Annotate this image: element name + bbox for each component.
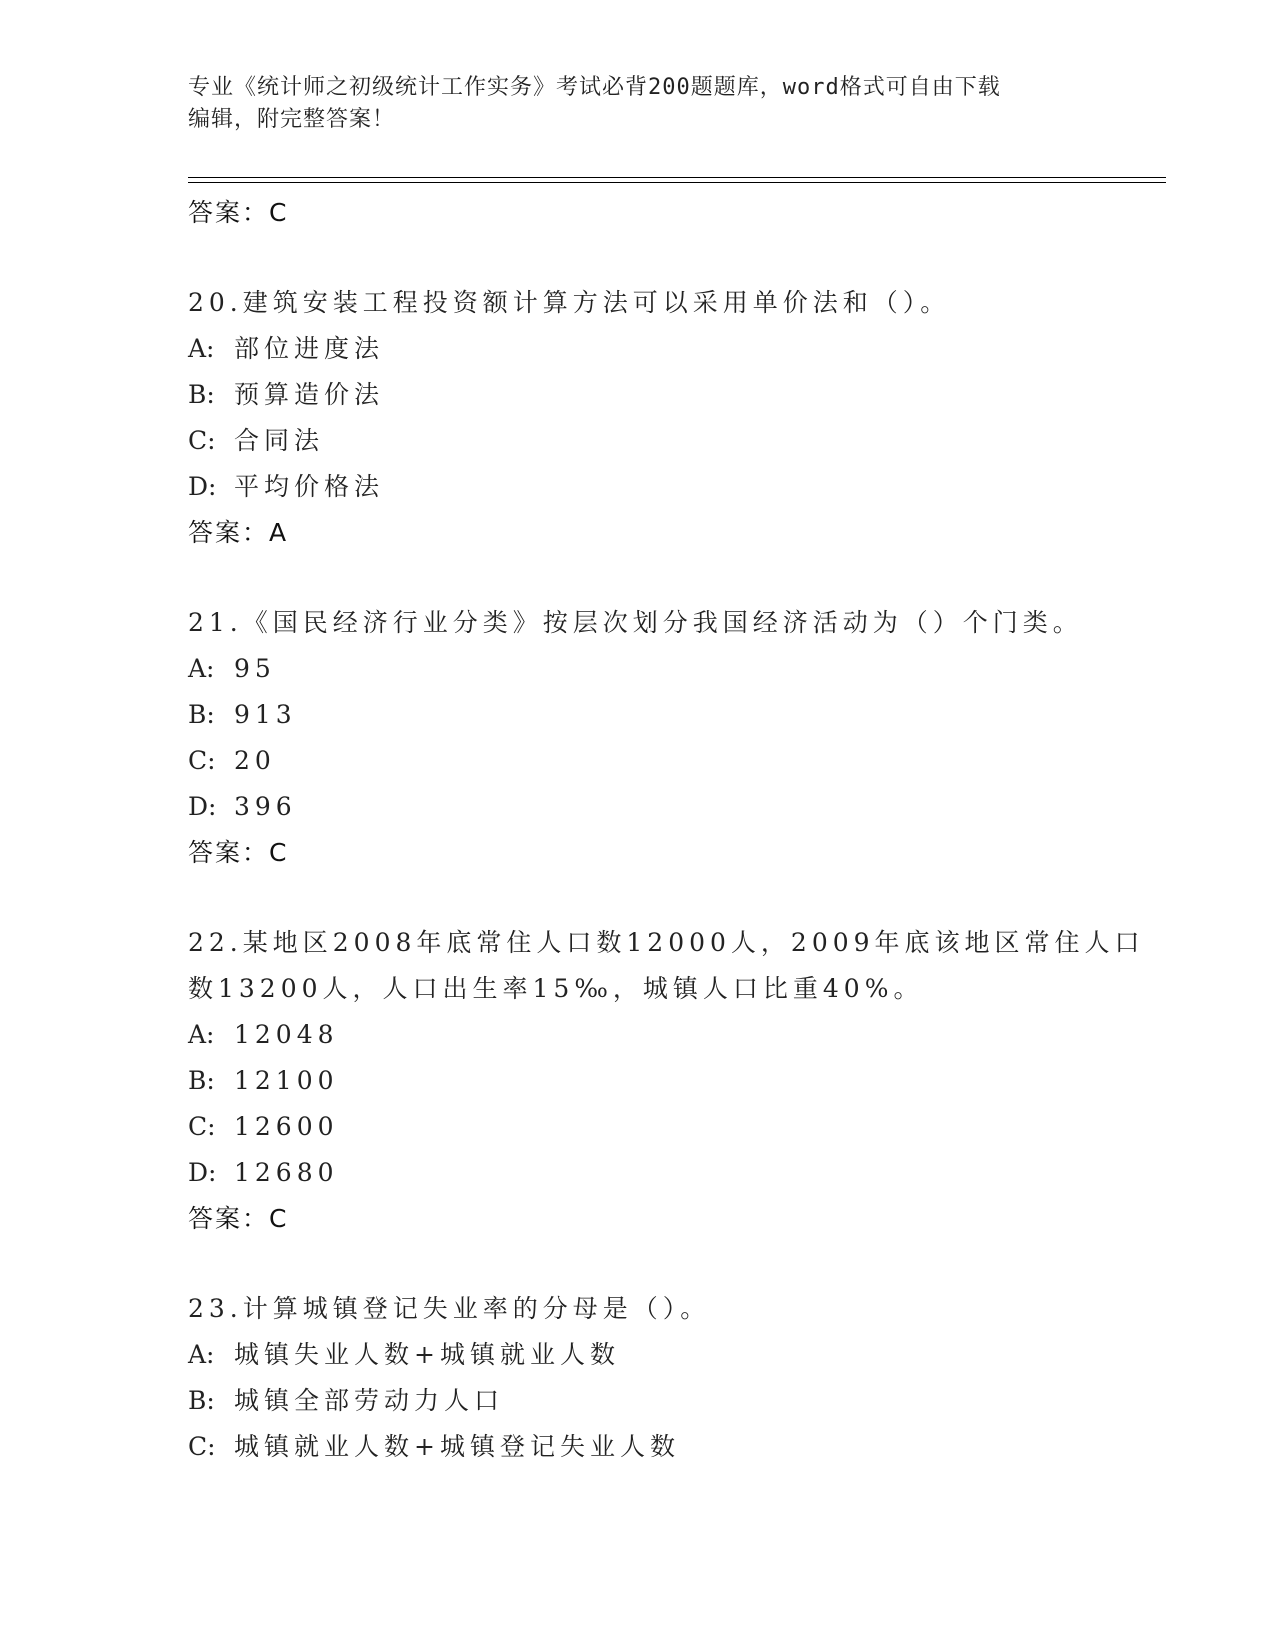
option-key: A: (188, 654, 215, 683)
option-key: D: (188, 472, 217, 501)
option-d (188, 784, 1148, 830)
option-key: A: (188, 1340, 215, 1369)
question-text: 21.《国民经济行业分类》按层次划分我国经济活动为（）个门类。 (188, 608, 1083, 637)
option-text: 平均价格法 (234, 472, 385, 501)
answer: 答案：C (188, 1204, 289, 1233)
option-key: B: (188, 1386, 215, 1415)
option-a (188, 646, 1148, 692)
option-b (188, 1378, 1148, 1424)
option-text: 95 (234, 654, 276, 683)
question-20 (188, 280, 1148, 556)
previous-answer: 答案：C (188, 198, 289, 227)
option-key: C: (188, 1432, 216, 1461)
option-key: B: (188, 1066, 215, 1095)
option-text: 12048 (234, 1020, 339, 1049)
option-c (188, 418, 1148, 464)
question-text: 23.计算城镇登记失业率的分母是（）。 (188, 1294, 711, 1323)
header-line-2: 编辑，附完整答案！ (188, 107, 396, 132)
option-key: A: (188, 334, 215, 363)
option-key: B: (188, 700, 215, 729)
option-text: 预算造价法 (234, 380, 385, 409)
option-c (188, 1424, 1148, 1470)
document-header (188, 72, 1088, 136)
header-rule-top (188, 177, 1166, 178)
option-key: B: (188, 380, 215, 409)
option-key: C: (188, 1112, 216, 1141)
header-line-1: 专业《统计师之初级统计工作实务》考试必背200题题库，word格式可自由下载 (188, 75, 1001, 100)
option-text: 396 (234, 792, 297, 821)
option-d (188, 464, 1148, 510)
question-21 (188, 600, 1148, 876)
option-text: 部位进度法 (234, 334, 385, 363)
option-key: C: (188, 746, 216, 775)
question-23 (188, 1286, 1148, 1470)
option-key: A: (188, 1020, 215, 1049)
question-list (188, 190, 1148, 1470)
option-c (188, 738, 1148, 784)
answer: 答案：C (188, 838, 289, 867)
answer: 答案：A (188, 518, 289, 547)
option-text: 12600 (234, 1112, 339, 1141)
option-a (188, 326, 1148, 372)
option-text: 12680 (234, 1158, 339, 1187)
header-rule-bottom (188, 182, 1166, 183)
option-key: D: (188, 1158, 217, 1187)
option-a (188, 1012, 1148, 1058)
option-text: 20 (234, 746, 276, 775)
option-text: 城镇就业人数+城镇登记失业人数 (234, 1432, 680, 1461)
question-text: 22.某地区2008年底常住人口数12000人，2009年底该地区常住人口 (188, 928, 1145, 957)
option-b (188, 372, 1148, 418)
question-22 (188, 920, 1148, 1242)
option-text: 城镇全部劳动力人口 (234, 1386, 505, 1415)
option-b (188, 692, 1148, 738)
option-text: 12100 (234, 1066, 339, 1095)
option-d (188, 1150, 1148, 1196)
question-text-continued: 数13200人，人口出生率15‰，城镇人口比重40%。 (188, 974, 924, 1003)
option-text: 合同法 (234, 426, 325, 455)
option-key: D: (188, 792, 217, 821)
option-c (188, 1104, 1148, 1150)
option-b (188, 1058, 1148, 1104)
question-text: 20.建筑安装工程投资额计算方法可以采用单价法和（）。 (188, 288, 951, 317)
option-text: 城镇失业人数+城镇就业人数 (234, 1340, 620, 1369)
option-key: C: (188, 426, 216, 455)
option-a (188, 1332, 1148, 1378)
option-text: 913 (234, 700, 297, 729)
